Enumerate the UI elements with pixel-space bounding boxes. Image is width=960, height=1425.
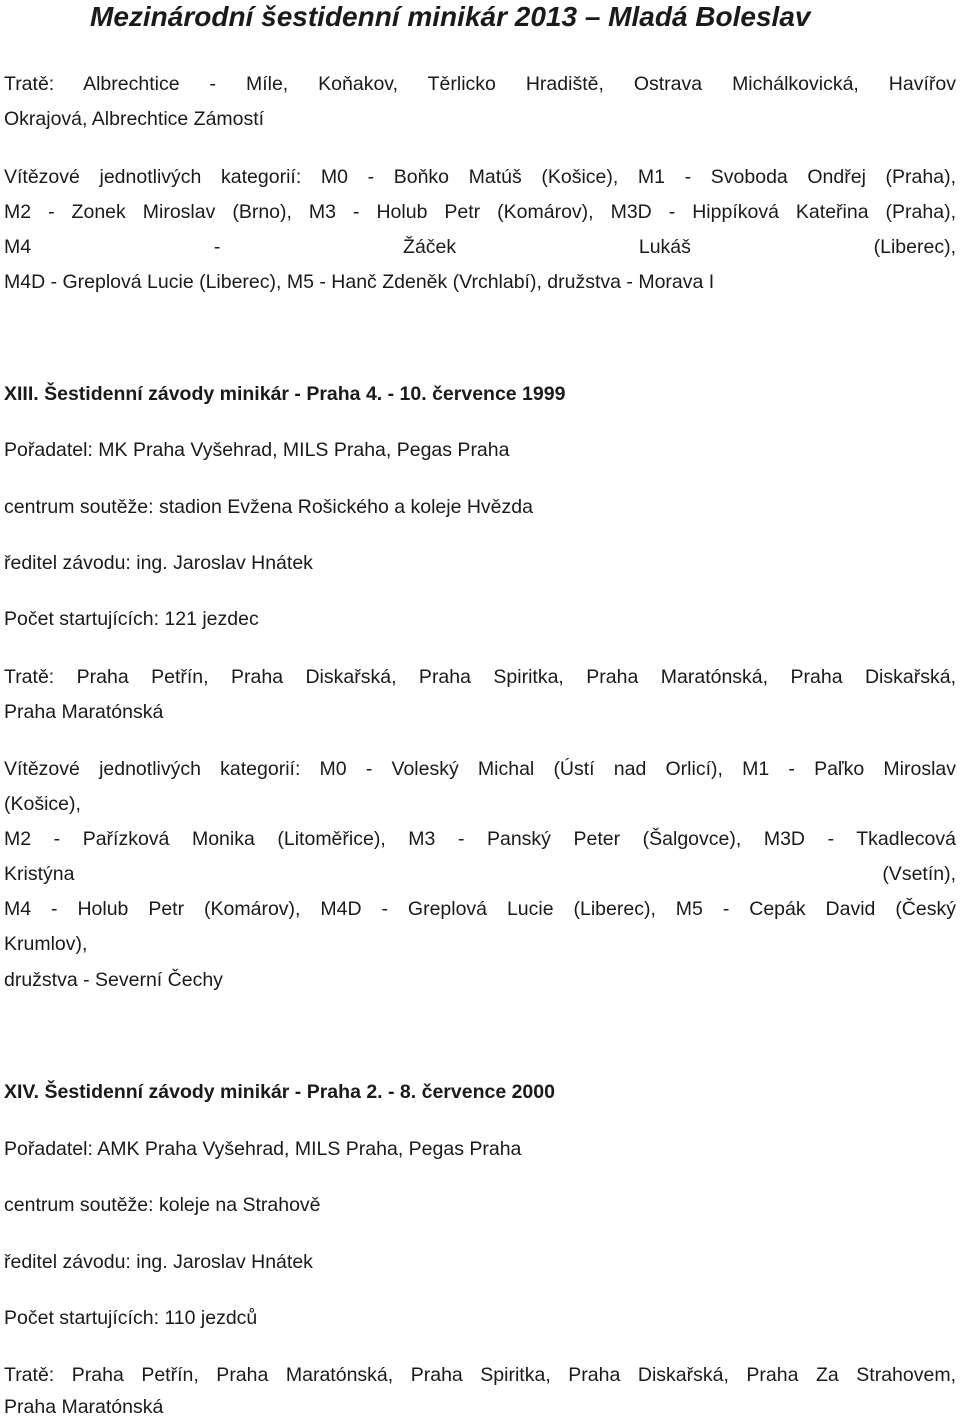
trate-1999-line1: Tratě: Praha Petřín, Praha Diskařská, Praha Spiritka, Praha Maratónská, Praha Diskařská, (4, 666, 956, 688)
heading-2000: XIV. Šestidenní závody minikár - Praha 2. - 8. července 2000 (4, 1081, 555, 1103)
vitezove-1999-line6: Krumlov), (4, 933, 88, 955)
trate-2013-line1: Tratě: Albrechtice - Míle, Koňakov, Těrlicko Hradiště, Ostrava Michálkovická, Havířov (4, 73, 956, 95)
vit-1999-l4-a: Kristýna (4, 863, 75, 885)
reditel-1999: ředitel závodu: ing. Jaroslav Hnátek (4, 552, 313, 574)
vit-2013-l3-d: Lukáš (638, 236, 691, 258)
reditel-2000: ředitel závodu: ing. Jaroslav Hnátek (4, 1251, 313, 1273)
poradatel-2000: Pořadatel: AMK Praha Vyšehrad, MILS Praha, Pegas Praha (4, 1138, 522, 1160)
trate-2000-line1: Tratě: Praha Petřín, Praha Maratónská, Praha Spiritka, Praha Diskařská, Praha Za Strahovem, (4, 1364, 956, 1386)
vitezove-2013-line4: M4D - Greplová Lucie (Liberec), M5 - Hanč Zdeněk (Vrchlabí), družstva - Morava I (4, 271, 715, 293)
vitezove-1999-line4 (4, 857, 956, 892)
centrum-2000: centrum soutěže: koleje na Strahově (4, 1194, 321, 1216)
poradatel-1999: Pořadatel: MK Praha Vyšehrad, MILS Praha, Pegas Praha (4, 439, 510, 461)
pocet-1999: Počet startujících: 121 jezdec (4, 608, 259, 630)
trate-2013-line2: Okrajová, Albrechtice Zámostí (4, 108, 265, 130)
vitezove-1999-line3: M2 - Pařízková Monika (Litoměřice), M3 - Panský Peter (Šalgovce), M3D - Tkadlecová (4, 828, 956, 850)
vitezove-1999-line5: M4 - Holub Petr (Komárov), M4D - Greplová Lucie (Liberec), M5 - Cepák David (Český (4, 898, 956, 920)
centrum-1999: centrum soutěže: stadion Evžena Rošického a koleje Hvězda (4, 496, 533, 518)
vit-2013-l3-e: (Liberec), (873, 236, 956, 258)
vit-1999-l4-b: (Vsetín), (882, 863, 956, 885)
trate-2000-line2: Praha Maratónská (4, 1396, 164, 1418)
vitezove-1999-line2: (Košice), (4, 793, 81, 815)
vitezove-1999-line1: Vítězové jednotlivých kategorií: M0 - Voleský Michal (Ústí nad Orlicí), M1 - Paľko Miroslav (4, 758, 956, 780)
vitezove-2013-line3 (4, 230, 956, 265)
pocet-2000: Počet startujících: 110 jezdců (4, 1307, 258, 1329)
page-title: Mezinárodní šestidenní minikár 2013 – Mladá Boleslav (90, 1, 811, 32)
vit-2013-l3-b: - (213, 236, 221, 258)
heading-1999: XIII. Šestidenní závody minikár - Praha 4. - 10. července 1999 (4, 383, 566, 405)
vitezove-2013-line2: M2 - Zonek Miroslav (Brno), M3 - Holub Petr (Komárov), M3D - Hippíková Kateřina (Praha), (4, 201, 956, 223)
vit-2013-l3-a: M4 (4, 236, 32, 258)
vitezove-2013-line1: Vítězové jednotlivých kategorií: M0 - Boňko Matúš (Košice), M1 - Svoboda Ondřej (Praha), (4, 166, 956, 188)
vit-2013-l3-c: Žáček (403, 236, 457, 258)
trate-1999-line2: Praha Maratónská (4, 701, 164, 723)
vitezove-1999-line7: družstva - Severní Čechy (4, 969, 223, 991)
